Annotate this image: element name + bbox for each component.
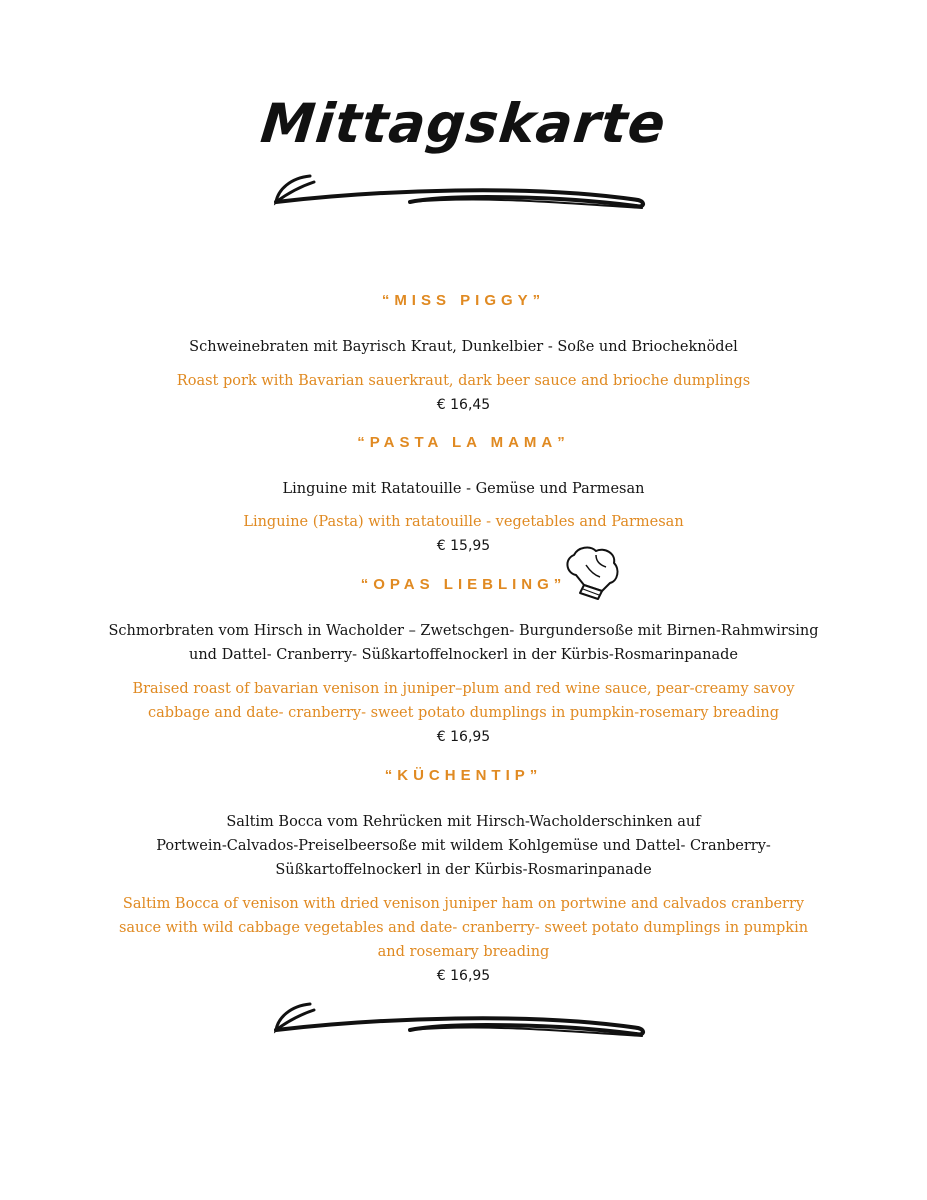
dish-title-pasta-la-mama: “PASTA LA MAMA” bbox=[357, 434, 570, 451]
brush-swoosh-icon bbox=[270, 1000, 655, 1040]
dish-title-opas-liebling: “OPAS LIEBLING” bbox=[360, 576, 567, 593]
page-title: Mittagskarte bbox=[257, 92, 670, 155]
dish-price: € 16,45 bbox=[436, 397, 491, 413]
dish-title-kuechentip: “KÜCHENTIP” bbox=[384, 767, 543, 784]
chef-hat-icon bbox=[562, 545, 622, 603]
dish-price: € 16,95 bbox=[436, 968, 491, 984]
dish-english-description: and rosemary breading bbox=[377, 944, 550, 960]
dish-german-description: Portwein-Calvados-Preiselbeersoße mit wildem Kohlgemüse und Dattel- Cranberry- bbox=[156, 838, 771, 854]
dish-english-description: Braised roast of bavarian venison in juniper–plum and red wine sauce, pear-creamy savoy bbox=[132, 681, 795, 697]
dish-english-description: sauce with wild cabbage vegetables and date- cranberry- sweet potato dumplings in pumpkin bbox=[118, 920, 809, 936]
dish-german-description: Linguine mit Ratatouille - Gemüse und Parmesan bbox=[282, 481, 645, 497]
dish-title-miss-piggy: “MISS PIGGY” bbox=[381, 292, 546, 309]
dish-price: € 16,95 bbox=[436, 729, 491, 745]
dish-german-description: Saltim Bocca vom Rehrücken mit Hirsch-Wacholderschinken auf bbox=[226, 814, 701, 830]
dish-german-description: Schweinebraten mit Bayrisch Kraut, Dunkelbier - Soße und Briocheknödel bbox=[189, 339, 738, 355]
dish-english-description: Roast pork with Bavarian sauerkraut, dark beer sauce and brioche dumplings bbox=[176, 373, 751, 389]
dish-german-description: und Dattel- Cranberry- Süßkartoffelnockerl in der Kürbis-Rosmarinpanade bbox=[189, 647, 738, 663]
dish-english-description: cabbage and date- cranberry- sweet potato dumplings in pumpkin-rosemary breading bbox=[147, 705, 779, 721]
brush-swoosh-icon bbox=[270, 172, 655, 212]
dish-english-description: Saltim Bocca of venison with dried venison juniper ham on portwine and calvados cranberry bbox=[122, 896, 805, 912]
dish-price: € 15,95 bbox=[436, 538, 491, 554]
dish-english-description: Linguine (Pasta) with ratatouille - vegetables and Parmesan bbox=[243, 514, 684, 530]
dish-german-description: Schmorbraten vom Hirsch in Wacholder – Zwetschgen- Burgundersoße mit Birnen-Rahmwirsing bbox=[108, 623, 819, 639]
dish-german-description: Süßkartoffelnockerl in der Kürbis-Rosmarinpanade bbox=[275, 862, 652, 878]
